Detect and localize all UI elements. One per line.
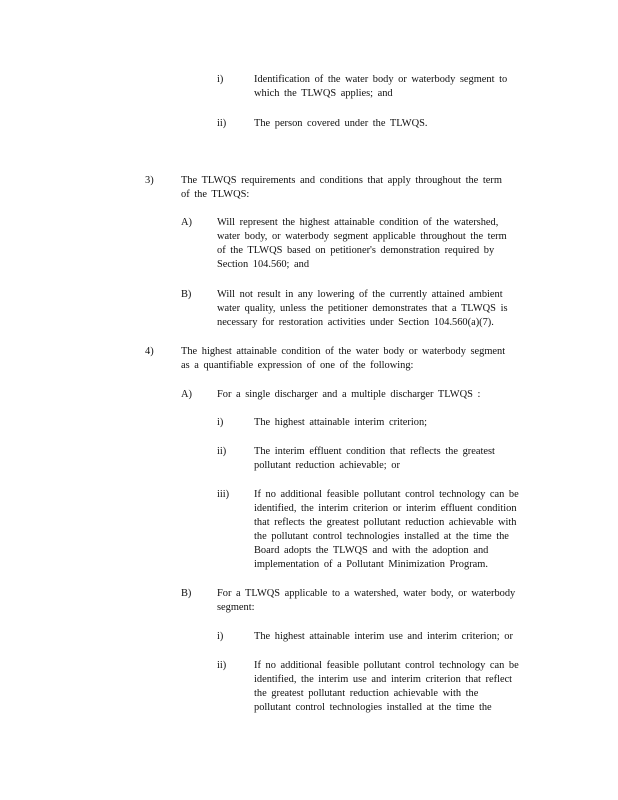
- text-line: The highest attainable condition of the water body or waterbody segment: [181, 346, 506, 357]
- item-text: [254, 445, 541, 473]
- item-text: [254, 117, 541, 131]
- item-number: A): [181, 389, 192, 400]
- item-text: [217, 216, 533, 272]
- text-line: implementation of a Pollutant Minimization Program.: [254, 559, 488, 570]
- text-line: the pollutant control technologies installed at the time the: [254, 531, 509, 542]
- item-text: [254, 73, 541, 101]
- text-line: If no additional feasible pollutant control technology can be: [254, 489, 519, 500]
- text-line: of the TLWQS:: [181, 189, 250, 200]
- text-line: water quality, unless the petitioner demonstrates that a TLWQS is: [217, 303, 508, 314]
- item-number: ii): [217, 446, 227, 457]
- text-line: of the TLWQS based on petitioner's demonstration required by: [217, 245, 495, 256]
- text-line: pollutant reduction achievable; or: [254, 460, 400, 471]
- text-line: Section 104.560; and: [217, 259, 310, 270]
- item-text: [217, 587, 533, 615]
- text-line: Board adopts the TLWQS and with the adoption and: [254, 545, 489, 556]
- text-line: The person covered under the TLWQS.: [254, 118, 428, 129]
- item-number: 3): [145, 175, 154, 186]
- item-number: A): [181, 217, 192, 228]
- text-line: The interim effluent condition that reflects the greatest: [254, 446, 495, 457]
- text-line: identified, the interim criterion or interim effluent condition: [254, 503, 517, 514]
- text-line: For a single discharger and a multiple discharger TLWQS :: [217, 389, 481, 400]
- text-line: Identification of the water body or waterbody segment to: [254, 74, 508, 85]
- item-text: [254, 630, 541, 644]
- text-line: For a TLWQS applicable to a watershed, water body, or waterbody: [217, 588, 516, 599]
- text-line: the greatest pollutant reduction achievable with the: [254, 688, 479, 699]
- item-number: i): [217, 417, 224, 428]
- text-line: The highest attainable interim use and interim criterion; or: [254, 631, 513, 642]
- text-line: that reflects the greatest pollutant reduction achievable with: [254, 517, 517, 528]
- item-number: 4): [145, 346, 154, 357]
- item-text: [254, 416, 541, 430]
- text-line: The highest attainable interim criterion;: [254, 417, 428, 428]
- text-line: pollutant control technologies installed at the time the: [254, 702, 492, 713]
- item-text: [254, 659, 541, 715]
- item-text: [254, 488, 541, 572]
- item-text: [181, 174, 530, 202]
- text-line: The TLWQS requirements and conditions that apply throughout the term: [181, 175, 502, 186]
- item-number: B): [181, 289, 192, 300]
- text-line: Will represent the highest attainable condition of the watershed,: [217, 217, 499, 228]
- item-number: B): [181, 588, 192, 599]
- item-number: i): [217, 631, 224, 642]
- text-line: water body, or waterbody segment applicable throughout the term: [217, 231, 507, 242]
- item-number: ii): [217, 118, 227, 129]
- item-text: [217, 388, 533, 402]
- text-line: which the TLWQS applies; and: [254, 88, 393, 99]
- text-line: as a quantifiable expression of one of the following:: [181, 360, 414, 371]
- text-line: necessary for restoration activities under Section 104.560(a)(7).: [217, 317, 494, 328]
- item-text: [181, 345, 530, 373]
- item-number: i): [217, 74, 224, 85]
- item-number: ii): [217, 660, 227, 671]
- text-line: segment:: [217, 602, 255, 613]
- text-line: Will not result in any lowering of the currently attained ambient: [217, 289, 503, 300]
- text-line: If no additional feasible pollutant control technology can be: [254, 660, 519, 671]
- item-text: [217, 288, 533, 330]
- text-line: identified, the interim use and interim criterion that reflect: [254, 674, 513, 685]
- item-number: iii): [217, 489, 230, 500]
